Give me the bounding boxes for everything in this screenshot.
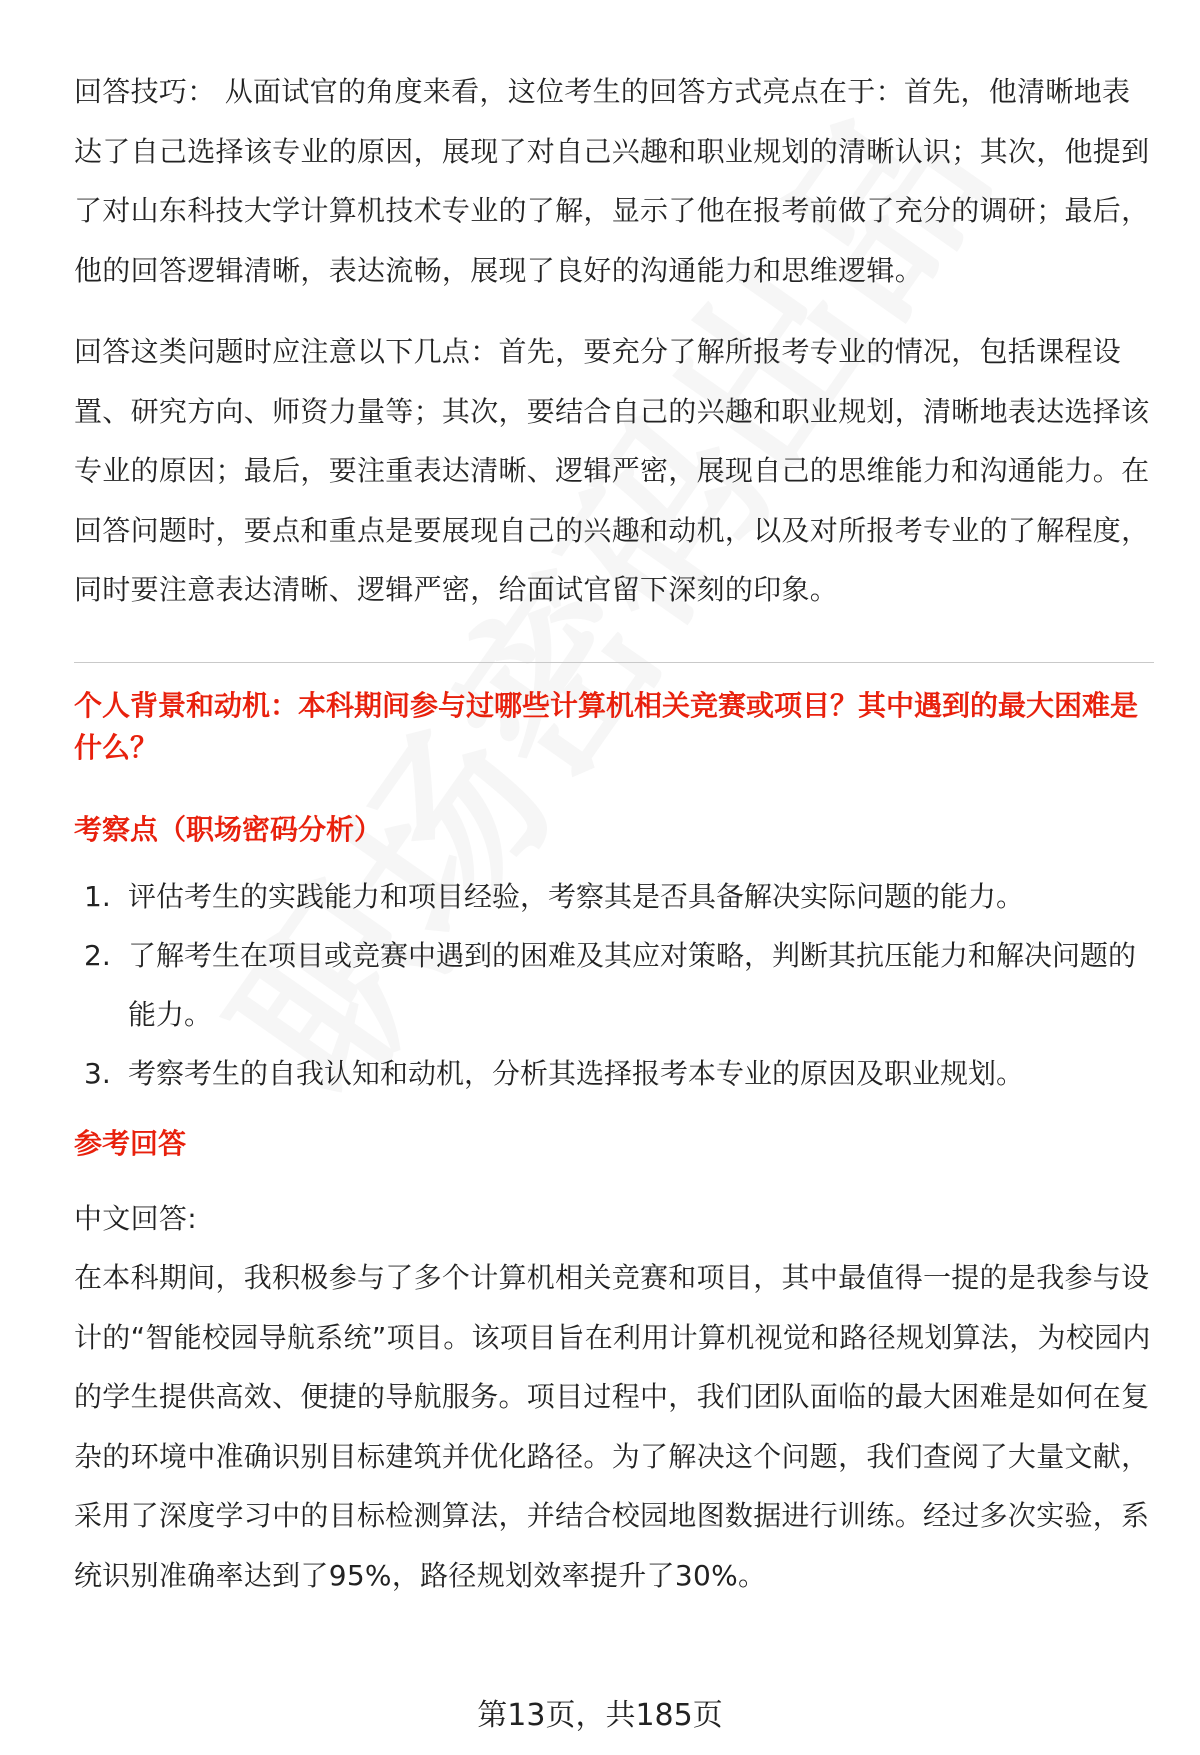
- page-number: 第13页，共185页: [477, 1698, 723, 1733]
- list-item-number: 2.: [84, 938, 111, 972]
- notes-paragraph: 回答这类问题时应注意以下几点：首先，要充分了解所报考专业的情况，包括课程设置、研究方向、师资力量等；其次，要结合自己的兴趣和职业规划，清晰地表达选择该专业的原因；最后，要注重表达清晰、逻辑严密，展现自己的思维能力和沟通能力。在回答问题时，要点和重点是要展现自己的兴趣和动机，以及对所报考专业的了解程度，同时要注意表达清晰、逻辑严密，给面试官留下深刻的印象。: [74, 335, 1150, 606]
- list-item: [74, 1044, 1154, 1103]
- focus-points-list: [74, 867, 1154, 1103]
- list-item-text: 评估考生的实践能力和项目经验，考察其是否具备解决实际问题的能力。: [128, 879, 1025, 913]
- answer-text: 在本科期间，我积极参与了多个计算机相关竞赛和项目，其中最值得一提的是我参与设计的“智能校园导航系统”项目。该项目旨在利用计算机视觉和路径规划算法，为校园内的学生提供高效、便捷的导航服务。项目过程中，我们团队面临的最大困难是如何在复杂的环境中准确识别目标建筑并优化路径。为了解决这个问题，我们查阅了大量文献，采用了深度学习中的目标检测算法，并结合校园地图数据进行训练。经过多次实验，系统识别准确率达到了95%，路径规划效率提升了30%。: [74, 1261, 1151, 1592]
- list-item: [74, 926, 1154, 1044]
- question-title: 个人背景和动机：本科期间参与过哪些计算机相关竞赛或项目？其中遇到的最大困难是什么？: [74, 688, 1139, 764]
- answer-label: 中文回答:: [74, 1201, 197, 1235]
- list-item-text: 考察考生的自我认知和动机，分析其选择报考本专业的原因及职业规划。: [128, 1056, 1025, 1090]
- list-item-number: 3.: [84, 1056, 111, 1090]
- list-item-text: 了解考生在项目或竞赛中遇到的困难及其应对策略，判断其抗压能力和解决问题的能力。: [128, 938, 1137, 1031]
- document-page: [74, 62, 1154, 1605]
- list-item: [74, 867, 1154, 926]
- reference-heading: 参考回答: [74, 1126, 187, 1160]
- tips-paragraph: 回答技巧： 从面试官的角度来看，这位考生的回答方式亮点在于：首先，他清晰地表达了自己选择该专业的原因，展现了对自己兴趣和职业规划的清晰认识；其次，他提到了对山东科技大学计算机技术专业的了解，显示了他在报考前做了充分的调研；最后，他的回答逻辑清晰，表达流畅，展现了良好的沟通能力和思维逻辑。: [74, 75, 1150, 287]
- focus-heading: 考察点（职场密码分析）: [74, 812, 383, 846]
- section-divider: [74, 662, 1154, 663]
- list-item-number: 1.: [84, 879, 111, 913]
